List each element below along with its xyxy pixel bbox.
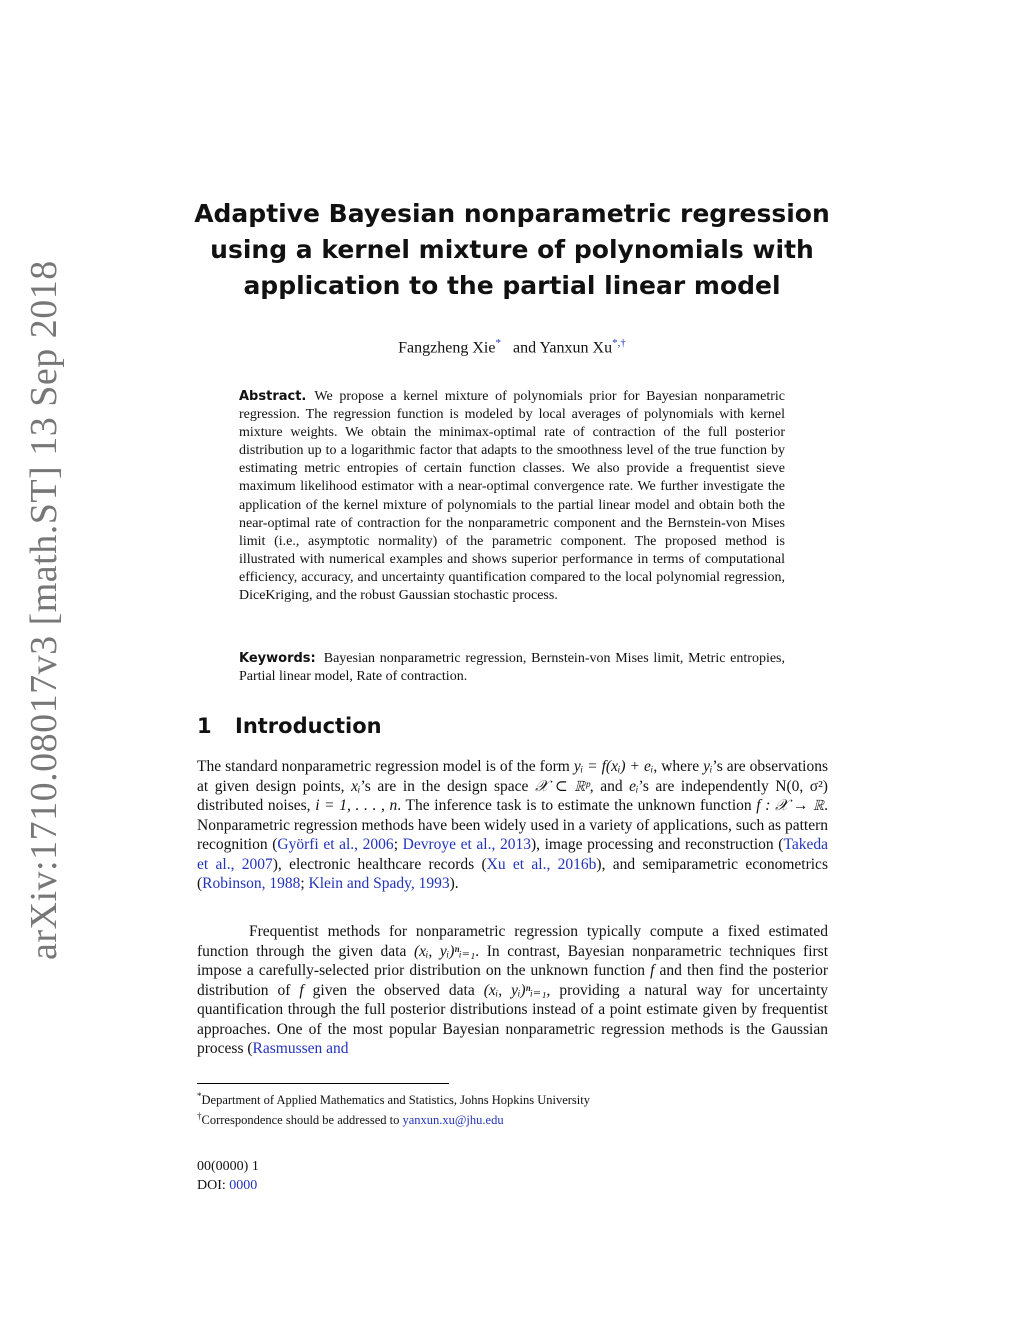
- author-affiliation-mark[interactable]: *: [495, 337, 501, 349]
- footnote: †Correspondence should be addressed to yanxun.xu@jhu.edu: [197, 1111, 504, 1128]
- math-expression: yᵢ: [703, 758, 713, 775]
- footnote: *Department of Applied Mathematics and Statistics, Johns Hopkins University: [197, 1091, 590, 1108]
- math-expression: f : 𝒳 → ℝ: [756, 797, 825, 814]
- paragraph: Frequentist methods for nonparametric regression typically compute a fixed estimated function through the given data (xᵢ, yᵢ)ⁿᵢ₌₁. In contrast, Bayesian nonparametric techniques first impose a carefully-selected prior distribution on the unknown function f and then find the posterior distribution of f given the observed data (xᵢ, yᵢ)ⁿᵢ₌₁, providing a natural way for uncertainty quantification through the full posterior distributions instead of a point estimate given by frequentist approaches. One of the most popular Bayesian nonparametric regression methods is the Gaussian process (Rasmussen and: [197, 923, 829, 1057]
- citation-link[interactable]: Klein and Spady, 1993: [308, 875, 450, 892]
- citation-link[interactable]: Györfi et al., 2006: [277, 836, 394, 853]
- author-affiliation-mark[interactable]: *,†: [612, 337, 626, 349]
- arxiv-margin-identifier: arXiv:1710.08017v3 [math.ST] 13 Sep 2018: [23, 260, 65, 960]
- citation-link[interactable]: Devroye et al., 2013: [402, 836, 531, 853]
- doi-line: DOI: 0000: [197, 1178, 258, 1193]
- math-expression: f: [299, 981, 304, 999]
- math-expression: f: [650, 962, 655, 979]
- math-expression: xᵢ: [351, 777, 361, 795]
- citation-link[interactable]: Rasmussen and: [252, 1040, 349, 1057]
- math-expression: eᵢ: [629, 777, 639, 795]
- author-list: [0, 337, 1024, 357]
- journal-info: [197, 1157, 259, 1195]
- abstract: [239, 388, 785, 605]
- math-expression: i = 1, . . . , n: [315, 797, 398, 814]
- math-expression: (xᵢ, yᵢ)ⁿᵢ₌₁: [413, 942, 476, 960]
- math-expression: yᵢ = f(xᵢ) + eᵢ: [573, 758, 654, 775]
- footnote-divider: [197, 1083, 449, 1084]
- author-name: Fangzheng Xie: [398, 339, 496, 357]
- citation-link[interactable]: Robinson, 1988: [202, 875, 301, 892]
- paragraph: The standard nonparametric regression model is of the form yᵢ = f(xᵢ) + eᵢ, where yᵢ’s are observations at given design points, xᵢ’s are in the design space 𝒳 ⊂ ℝᵖ, and eᵢ’s are independently N(0, σ²) distributed noises, i = 1, . . . , n. The inference task is to estimate the unknown function f : 𝒳 → ℝ. Nonparametric regression methods have been widely used in a variety of applications, such as pattern recognition (Györfi et al., 2006; Devroye et al., 2013), image processing and reconstruction (Takeda et al., 2007), electronic healthcare records (Xu et al., 2016b), and semiparametric econometrics (Robinson, 1988; Klein and Spady, 1993).: [197, 758, 829, 892]
- abstract-label: Abstract.: [239, 389, 307, 404]
- citation-link[interactable]: Takeda et al., 2007: [197, 836, 828, 873]
- citation-link[interactable]: Xu et al., 2016b: [486, 855, 597, 873]
- keywords-label: Keywords:: [239, 651, 316, 666]
- abstract-text: We propose a kernel mixture of polynomials prior for Bayesian nonparametric regression. The regression function is modeled by local averages of polynomials with kernel mixture weights. We obtain the minimax-optimal rate of contraction of the full posterior distribution up to a logarithmic factor that adapts to the smoothness level of the true function by estimating metric entropies of certain function classes. We also provide a frequentist sieve maximum likelihood estimator with a near-optimal convergence rate. We further investigate the application of the kernel mixture of polynomials to the partial linear model and obtain both the near-optimal rate of contraction for the nonparametric component and the Bernstein-von Mises limit (i.e., asymptotic normality) of the parametric component. The proposed method is illustrated with numerical examples and shows superior performance in terms of computational efficiency, accuracy, and uncertainty quantification compared to the local polynomial regression, DiceKriging, and the robust Gaussian stochastic process.: [239, 389, 785, 604]
- doi-link[interactable]: 0000: [229, 1178, 258, 1193]
- math-expression: 𝒳 ⊂ ℝᵖ: [534, 777, 590, 795]
- math-expression: (xᵢ, yᵢ)ⁿᵢ₌₁: [483, 981, 547, 999]
- section-title: Introduction: [235, 714, 382, 738]
- author-name: and Yanxun Xu: [512, 339, 613, 357]
- email-link[interactable]: yanxun.xu@jhu.edu: [402, 1113, 504, 1128]
- title-line: using a kernel mixture of polynomials with: [210, 235, 814, 264]
- section-heading: [197, 714, 382, 738]
- journal-volume: 00(0000) 1: [197, 1159, 259, 1174]
- title-line: Adaptive Bayesian nonparametric regression: [194, 199, 830, 228]
- paper-title: [180, 196, 844, 304]
- title-line: application to the partial linear model: [243, 271, 781, 300]
- footnotes: [197, 1088, 590, 1128]
- keywords-text: Bayesian nonparametric regression, Bernstein-von Mises limit, Metric entropies, Partial linear model, Rate of contraction.: [239, 651, 785, 684]
- keywords: [239, 650, 785, 686]
- section-number: 1: [197, 714, 212, 738]
